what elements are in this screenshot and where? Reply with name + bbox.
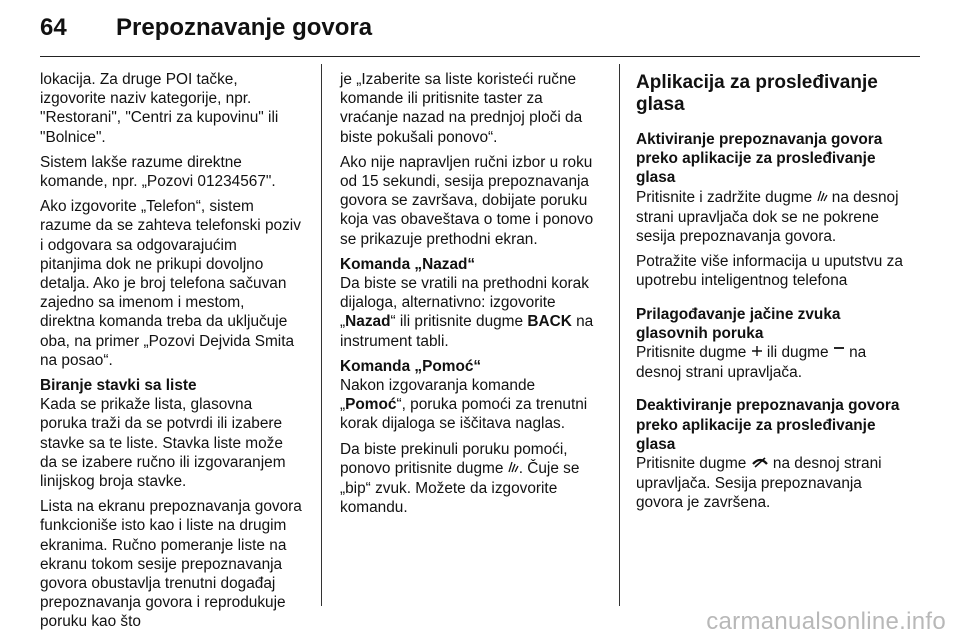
paragraph: je „Izaberite sa liste koristeći ručne komande ili pritisnite taster za vraćanje nazad na prednjoj ploči da biste pokušali ponovo“. — [340, 71, 583, 146]
paragraph: Da biste prekinuli poruku pomoći, ponovo pritisnite dugme . Čuje se „bip“ zvuk. Možete da izgovorite komandu. — [340, 440, 580, 517]
paragraph: Ako nije napravljen ručni izbor u roku od 15 sekundi, sesija prepoznavanja govora se završava, dobijate poruku koja vas obaveštava o tome i ponovo se prikazuje prethodni ekran. — [340, 153, 594, 248]
subsection-heading-activate: Aktiviranje prepoznavanja govora preko aplikacije za prosleđivanje glasa — [636, 131, 883, 187]
column-2 — [340, 70, 602, 523]
keyword-nazad: Nazad — [345, 313, 391, 331]
paragraph: Lista na ekranu prepoznavanja govora funkcioniše isto kao i liste na drugim ekranima. Ručno pomeranje liste na ekranu tokom sesije prepoznavanja govora obustavlja trenutni događaj prepoznavanja govora i reprodukuje poruku kao što — [40, 498, 302, 631]
paragraph: Pritisnite dugme na desnoj strani upravljača. Sesija prepoznavanja govora je završena. — [636, 455, 882, 512]
paragraph: Nakon izgovaranja komande „Pomoć“, poruka pomoći za trenutni korak dijaloga se iščitava naglas. — [340, 377, 588, 433]
voice-icon — [817, 189, 828, 208]
voice-icon — [508, 460, 519, 479]
column-divider — [321, 64, 322, 606]
paragraph: Pritisnite dugme ili dugme na desnoj strani upravljača. — [636, 344, 867, 382]
section-title: Aplikacija za prosleđivanje glasa — [636, 72, 878, 115]
column-divider — [619, 64, 620, 606]
column-1 — [40, 70, 302, 638]
header-rule — [40, 56, 920, 57]
paragraph: Sistem lakše razume direktne komande, npr. „Pozovi 01234567". — [40, 153, 276, 191]
section-heading-list: Biranje stavki sa liste — [40, 377, 197, 395]
paragraph: Potražite više informacija u uputstvu za upotrebu inteligentnog telefona — [636, 253, 903, 290]
section-heading-help: Komanda „Pomoć“ — [340, 357, 482, 375]
page-header — [40, 14, 920, 54]
paragraph: Ako izgovorite „Telefon“, sistem razume da se zahteva telefonski poziv i odgovara sa odgovarajućim pitanjima dok ne prikupi dovoljno detalja. Ako je broj telefona sačuvan zajedno sa imenom i mestom, direktna komanda treba da uključuje oba, na primer „Pozovi Dejvida Smita na posao“. — [40, 198, 301, 369]
page-number: 64 — [40, 14, 67, 41]
paragraph: Kada se prikaže lista, glasovna poruka traži da se potvrdi ili izabere stavke sa te liste. Stavka liste može da se izabere ručno ili izgovaranjem linijskog broja stavke. — [40, 396, 286, 491]
hang-up-icon — [751, 455, 769, 474]
keyword-pomoc: Pomoć — [345, 396, 397, 414]
watermark: carmanualsonline.info — [706, 608, 946, 635]
subsection-heading-deactivate: Deaktiviranje prepoznavanja govora preko aplikacije za prosleđivanje glasa — [636, 397, 900, 453]
paragraph: Da biste se vratili na prethodni korak dijaloga, alternativno: izgovorite „Nazad“ ili pritisnite dugme BACK na instrument tabli. — [340, 275, 594, 350]
section-heading-back: Komanda „Nazad“ — [340, 255, 476, 273]
subsection-heading-volume: Prilagođavanje jačine zvuka glasovnih poruka — [636, 305, 841, 342]
minus-icon — [833, 344, 845, 363]
plus-icon — [751, 344, 763, 363]
column-3 — [636, 70, 910, 519]
paragraph: lokacija. Za druge POI tačke, izgovorite naziv kategorije, npr. "Restorani", "Centri za kupovinu" ili "Bolnice". — [40, 71, 279, 146]
paragraph: Pritisnite i zadržite dugme na desnoj strani upravljača dok se ne pokrene sesija prepoznavanja govora. — [636, 188, 899, 246]
keyword-back-button: BACK — [527, 313, 572, 331]
page-title: Prepoznavanje govora — [116, 14, 373, 41]
